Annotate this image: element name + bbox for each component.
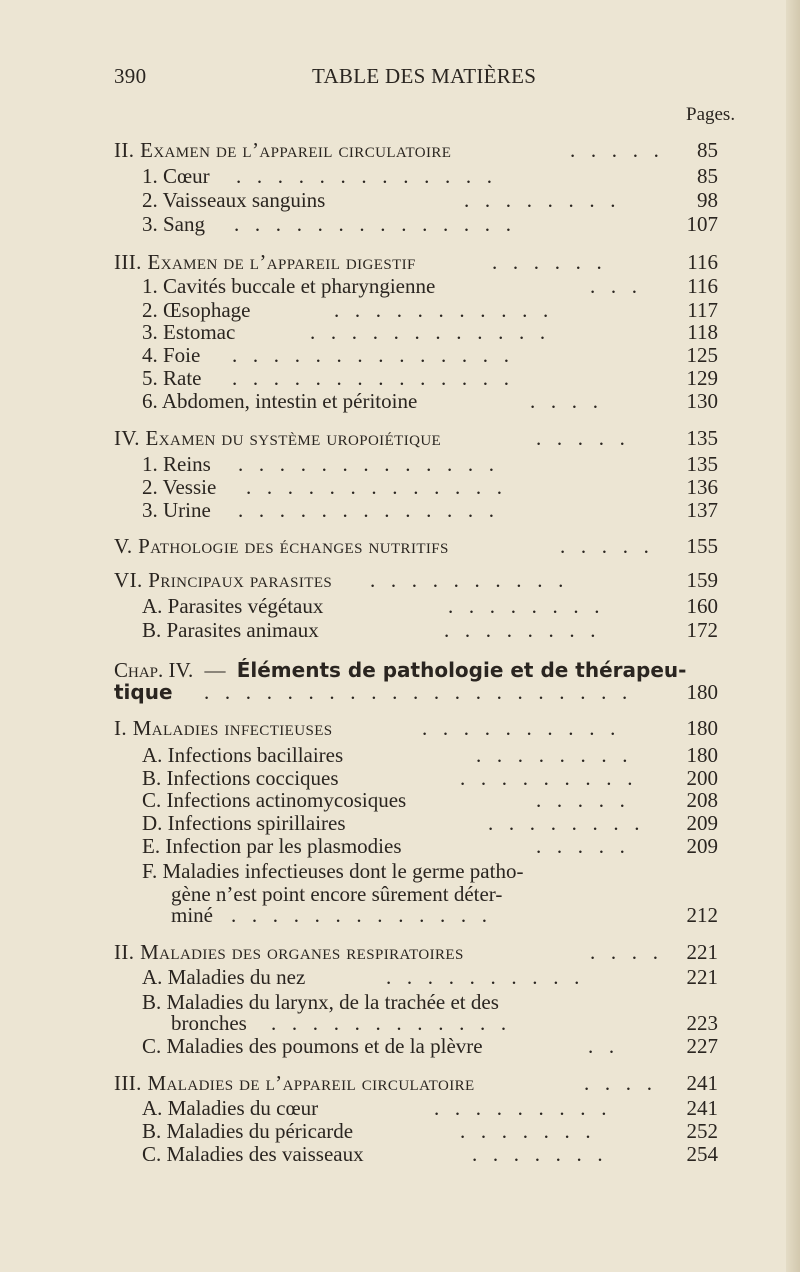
toc-page-number: 137 (686, 498, 718, 522)
toc-page-number: 136 (686, 475, 718, 499)
leader-dots: . . . . . . . . (444, 620, 601, 641)
page-edge (786, 0, 800, 1272)
leader-dots: . . . . . . . . . . . . . . (232, 345, 515, 366)
toc-page-number: 135 (686, 426, 718, 450)
toc-page-number: 116 (687, 274, 718, 298)
leader-dots: . . . . . . . . . . . . . . (234, 214, 517, 235)
leader-dots: . . . . . (570, 140, 665, 161)
toc-entry-label: 6. Abdomen, intestin et péritoine (142, 389, 418, 413)
toc-page-number: 107 (686, 212, 718, 236)
toc-entry-label: 4. Foie (142, 343, 201, 367)
toc-page-number: 180 (686, 680, 718, 704)
toc-entry-label: miné (171, 903, 213, 927)
toc-page-number: 155 (686, 534, 718, 558)
toc-page-number: 227 (686, 1034, 718, 1058)
toc-page-number: 180 (686, 743, 718, 767)
leader-dots: . . . . . . . . . . (422, 718, 621, 739)
toc-entry-label: C. Maladies des poumons et de la plèvre (142, 1034, 483, 1058)
toc-page-number: 180 (686, 716, 718, 740)
leader-dots: . . . . . . . . . . . . . (238, 454, 500, 475)
toc-page-number: 159 (686, 568, 718, 592)
toc-entry-label: 1. Cœur (142, 164, 210, 188)
toc-entry-label: V. Pathologie des échanges nutritifs (114, 534, 449, 558)
leader-dots: . . . . . . . . (476, 745, 633, 766)
leader-dots: . . . . . . (492, 252, 607, 273)
leader-dots: . . . . . . . (460, 1121, 596, 1142)
toc-page-number: 209 (686, 811, 718, 835)
toc-entry-b-line1: B. Maladies du larynx, de la trachée et des (142, 990, 499, 1014)
toc-page-number: 125 (686, 343, 718, 367)
leader-dots: . . . . . . . . . . . (334, 300, 554, 321)
toc-entry-f-line2: gène n’est point encore sûrement déter- (171, 882, 503, 906)
toc-page-number: 209 (686, 834, 718, 858)
toc-page-number: 118 (687, 320, 718, 344)
leader-dots: . . . . . (536, 790, 631, 811)
toc-entry-label: 3. Urine (142, 498, 211, 522)
chapter-dash: — (204, 658, 226, 682)
page-number: 390 (114, 64, 147, 88)
leader-dots: . . . . . . . . . . (370, 570, 569, 591)
toc-page-number: 135 (686, 452, 718, 476)
leader-dots: . . . . (590, 942, 664, 963)
leader-dots: . . . . . . . . (448, 596, 605, 617)
leader-dots: . . . . . . . . . . . . . (238, 500, 500, 521)
running-title: TABLE DES MATIÈRES (312, 64, 537, 88)
toc-entry-label: A. Maladies du cœur (142, 1096, 319, 1120)
toc-entry-label: 2. Vaisseaux sanguins (142, 188, 326, 212)
leader-dots: . . . . (530, 391, 604, 412)
leader-dots: . . (588, 1036, 620, 1057)
toc-entry-label: VI. Principaux parasites (114, 568, 333, 592)
toc-entry-label: D. Infections spirillaires (142, 811, 346, 835)
leader-dots: . . . . . (536, 428, 631, 449)
toc-page-number: 221 (686, 940, 718, 964)
toc-page-number: 172 (686, 618, 718, 642)
toc-entry-label: II. Maladies des organes respiratoires (114, 940, 464, 964)
toc-entry-label: A. Infections bacillaires (142, 743, 344, 767)
leader-dots: . . . . . . . (472, 1144, 608, 1165)
toc-page-number: 200 (686, 766, 718, 790)
toc-page-number: 160 (686, 594, 718, 618)
toc-entry-label: 5. Rate (142, 366, 202, 390)
leader-dots: . . . . . . . . . . . . . (231, 905, 493, 926)
toc-entry-label: B. Maladies du péricarde (142, 1119, 354, 1143)
leader-dots: . . . . . . . . . . . . (271, 1013, 512, 1034)
leader-dots: . . . (590, 276, 643, 297)
toc-entry-label: E. Infection par les plasmodies (142, 834, 402, 858)
toc-entry-label: III. Maladies de l’appareil circulatoire (114, 1071, 475, 1095)
leader-dots: . . . . . . . . . (434, 1098, 612, 1119)
leader-dots: . . . . . . . . . . . . . . . . . . . . . (204, 682, 633, 703)
leader-dots: . . . . . (536, 836, 631, 857)
toc-entry-label: A. Parasites végétaux (142, 594, 324, 618)
toc-entry-label: bronches (171, 1011, 247, 1035)
toc-page-number: 116 (687, 250, 718, 274)
toc-entry-label: 3. Sang (142, 212, 205, 236)
toc-page-number: 85 (697, 164, 718, 188)
leader-dots: . . . . . . . . . . . . . (246, 477, 508, 498)
toc-page-number: 130 (686, 389, 718, 413)
leader-dots: . . . . . . . . . . . . (310, 322, 551, 343)
toc-entry-label: IV. Examen du système uropoiétique (114, 426, 442, 450)
leader-dots: . . . . . (560, 536, 655, 557)
toc-page-number: 241 (686, 1071, 718, 1095)
toc-entry-label: III. Examen de l’appareil digestif (114, 250, 416, 274)
toc-entry-label: 2. Œsophage (142, 298, 251, 322)
toc-page-number: 117 (687, 298, 718, 322)
toc-entry-f-line1: F. Maladies infectieuses dont le germe patho- (142, 859, 524, 883)
toc-page-number: 252 (686, 1119, 718, 1143)
leader-dots: . . . . . . . . (464, 190, 621, 211)
toc-page-number: 212 (686, 903, 718, 927)
toc-entry-label: 2. Vessie (142, 475, 217, 499)
leader-dots: . . . . . . . . . . . . . . (232, 368, 515, 389)
toc-page-number: 98 (697, 188, 718, 212)
toc-entry-label: 1. Cavités buccale et pharyngienne (142, 274, 436, 298)
toc-entry-label: II. Examen de l’appareil circulatoire (114, 138, 452, 162)
toc-page-number: 254 (686, 1142, 718, 1166)
chapter-title-line2: tique (114, 680, 173, 704)
chapter-number: Chap. IV. (114, 658, 194, 682)
leader-dots: . . . . . . . . . (460, 768, 638, 789)
chapter-title: Éléments de pathologie et de thérapeu- (236, 658, 687, 682)
toc-entry-label: 3. Estomac (142, 320, 236, 344)
leader-dots: . . . . . . . . . . (386, 967, 585, 988)
toc-entry-label: C. Maladies des vaisseaux (142, 1142, 364, 1166)
pages-column-label: Pages. (686, 104, 736, 125)
leader-dots: . . . . . . . . . . . . . (236, 166, 498, 187)
leader-dots: . . . . (584, 1073, 658, 1094)
chapter-heading (114, 658, 686, 683)
toc-page-number: 85 (697, 138, 718, 162)
leader-dots: . . . . . . . . (488, 813, 645, 834)
toc-page-number: 223 (686, 1011, 718, 1035)
toc-page-number: 208 (686, 788, 718, 812)
toc-entry-label: B. Infections cocciques (142, 766, 339, 790)
toc-entry-label: B. Parasites animaux (142, 618, 319, 642)
toc-entry-label: I. Maladies infectieuses (114, 716, 333, 740)
toc-entry-label: A. Maladies du nez (142, 965, 306, 989)
toc-entry-label: C. Infections actinomycosiques (142, 788, 407, 812)
toc-page-number: 241 (686, 1096, 718, 1120)
toc-page-number: 221 (686, 965, 718, 989)
toc-entry-label: 1. Reins (142, 452, 211, 476)
toc-page-number: 129 (686, 366, 718, 390)
